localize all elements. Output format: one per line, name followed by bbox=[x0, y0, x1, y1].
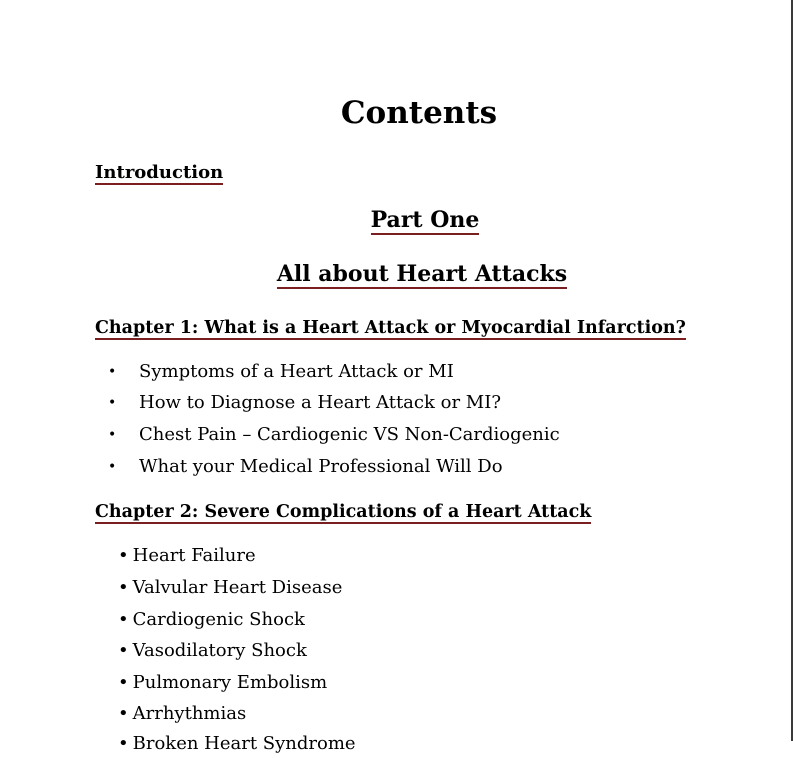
list-item-text: Arrhythmias bbox=[132, 703, 247, 724]
chapter-1-heading: Chapter 1: What is a Heart Attack or Myocardial Infarction? bbox=[95, 318, 686, 338]
part-one-title-label: All about Heart Attacks bbox=[276, 261, 568, 287]
part-one-label: Part One bbox=[370, 207, 480, 233]
bullet: • bbox=[108, 395, 117, 411]
list-item-text: How to Diagnose a Heart Attack or MI? bbox=[139, 392, 501, 413]
bullet: • bbox=[118, 672, 129, 693]
list-item-text: Chest Pain – Cardiogenic VS Non-Cardiogenic bbox=[139, 424, 560, 445]
list-item-text: Valvular Heart Disease bbox=[132, 577, 343, 598]
list-item bbox=[118, 730, 356, 758]
list-item-text: Broken Heart Syndrome bbox=[132, 733, 356, 754]
part-one-heading[interactable] bbox=[0, 206, 793, 234]
bullet: • bbox=[118, 703, 129, 724]
bullet: • bbox=[118, 577, 129, 598]
list-item bbox=[118, 637, 307, 665]
list-item bbox=[118, 606, 305, 634]
bullet: • bbox=[118, 733, 129, 754]
introduction-label: Introduction bbox=[95, 162, 224, 183]
list-item-text: What your Medical Professional Will Do bbox=[139, 456, 503, 477]
list-item-text: Vasodilatory Shock bbox=[132, 640, 307, 661]
bullet: • bbox=[118, 640, 129, 661]
list-item-text: Pulmonary Embolism bbox=[132, 672, 328, 693]
bullet: • bbox=[118, 609, 129, 630]
toc-link-chapter-2[interactable] bbox=[95, 500, 591, 524]
list-item bbox=[118, 700, 246, 728]
list-item-text: Symptoms of a Heart Attack or MI bbox=[139, 361, 454, 382]
bullet: • bbox=[108, 364, 117, 380]
list-item bbox=[118, 669, 327, 697]
contents-title: Contents bbox=[340, 95, 498, 131]
bullet: • bbox=[108, 459, 117, 475]
chapter-2-heading: Chapter 2: Severe Complications of a Heart Attack bbox=[95, 502, 592, 522]
bullet: • bbox=[118, 545, 129, 566]
list-item bbox=[118, 574, 342, 602]
list-item bbox=[118, 542, 256, 570]
toc-link-chapter-1[interactable] bbox=[95, 316, 686, 340]
list-item-text: Cardiogenic Shock bbox=[132, 609, 305, 630]
toc-link-introduction[interactable] bbox=[95, 161, 223, 185]
bullet: • bbox=[108, 427, 117, 443]
list-item-text: Heart Failure bbox=[132, 545, 256, 566]
part-one-title[interactable] bbox=[0, 260, 793, 288]
